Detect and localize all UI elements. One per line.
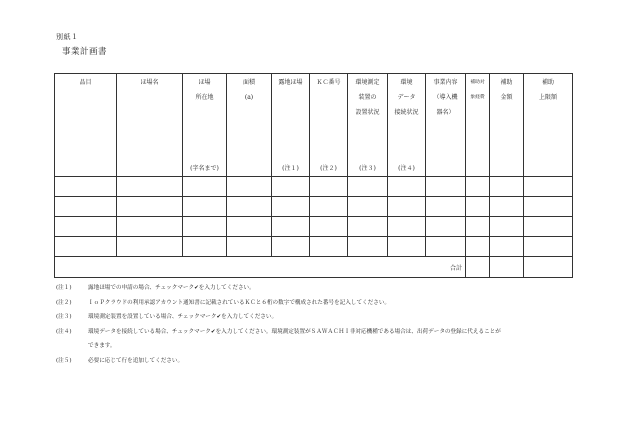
table-cell[interactable]	[388, 237, 426, 257]
table-cell[interactable]	[310, 177, 348, 197]
table-cell[interactable]	[490, 237, 524, 257]
table-cell[interactable]	[490, 177, 524, 197]
table-cell[interactable]	[348, 217, 388, 237]
business-plan-table	[54, 73, 573, 278]
total-subsidy-limit-cell[interactable]	[524, 257, 573, 278]
table-cell[interactable]	[55, 177, 117, 197]
table-cell[interactable]	[55, 237, 117, 257]
table-cell[interactable]	[227, 237, 272, 257]
table-header-row	[55, 74, 573, 177]
header-cell-field-location: ほ場 所在地 (字名まで)	[183, 74, 227, 177]
header-cell-kc-number: ＫＣ番号 (注２)	[310, 74, 348, 177]
note-1: (注１) 露地ほ場での申請の場合、チェックマーク✔を入力してください。	[56, 285, 255, 291]
table-row	[55, 237, 573, 257]
header-cell-area: 面積 (a)	[227, 74, 272, 177]
table-cell[interactable]	[524, 197, 573, 217]
total-label: 合計	[55, 257, 466, 278]
table-cell[interactable]	[466, 217, 490, 237]
header-cell-business-content: 事業内容 （導入機 器名）	[426, 74, 466, 177]
table-cell[interactable]	[272, 197, 310, 217]
table-cell[interactable]	[117, 217, 183, 237]
table-cell[interactable]	[55, 197, 117, 217]
header-cell-sensor-status: 環境測定 装置の 設置状況 (注３)	[348, 74, 388, 177]
table-cell[interactable]	[426, 177, 466, 197]
page-title: 事業計画書	[62, 47, 108, 57]
table-cell[interactable]	[117, 177, 183, 197]
table-cell[interactable]	[227, 197, 272, 217]
total-eligible-cost-cell[interactable]	[466, 257, 490, 278]
header-cell-eligible-cost: 補助対 象経費	[466, 74, 490, 177]
note-3: (注３) 環境測定装置を設置している場合、チェックマーク✔を入力してください。	[56, 314, 278, 320]
header-cell-open-field: 露地ほ場 (注１)	[272, 74, 310, 177]
notes-section	[56, 281, 501, 368]
table-cell[interactable]	[272, 237, 310, 257]
table-cell[interactable]	[524, 177, 573, 197]
table-cell[interactable]	[183, 197, 227, 217]
table-cell[interactable]	[310, 217, 348, 237]
table-cell[interactable]	[117, 237, 183, 257]
table-cell[interactable]	[426, 237, 466, 257]
header-cell-field-name: ほ場名	[117, 74, 183, 177]
note-4-continued: できます。	[88, 343, 116, 349]
note-4: (注４) 環境データを接続している場合、チェックマーク✔を入力してください。環境測定装置がＳＡＷＡＣＨＩ非対応機種である場合は、出荷データの登録に代えることが	[56, 328, 501, 335]
header-cell-subsidy-amount: 補助 金額	[490, 74, 524, 177]
table-cell[interactable]	[524, 237, 573, 257]
table-cell[interactable]	[348, 237, 388, 257]
table-cell[interactable]	[348, 177, 388, 197]
table-cell[interactable]	[388, 177, 426, 197]
note-2: (注２) ＩｏＰクラウドの利用承認アカウント通知書に記載されているＫＣと６桁の数字で構成された番号を記入してください。	[56, 299, 391, 306]
table-cell[interactable]	[183, 177, 227, 197]
attachment-label: 別紙１	[56, 33, 79, 41]
total-subsidy-amount-cell[interactable]	[490, 257, 524, 278]
table-cell[interactable]	[426, 197, 466, 217]
table-cell[interactable]	[183, 237, 227, 257]
table-cell[interactable]	[227, 177, 272, 197]
header-cell-data-connection: 環境 データ 接続状況 (注４)	[388, 74, 426, 177]
table-cell[interactable]	[388, 217, 426, 237]
table-cell[interactable]	[310, 197, 348, 217]
table-cell[interactable]	[388, 197, 426, 217]
header-cell-subsidy-limit: 補助 上限額	[524, 74, 573, 177]
table-row	[55, 217, 573, 237]
table-cell[interactable]	[490, 197, 524, 217]
table-cell[interactable]	[272, 217, 310, 237]
table-cell[interactable]	[524, 217, 573, 237]
table-cell[interactable]	[426, 217, 466, 237]
table-cell[interactable]	[55, 217, 117, 237]
table-cell[interactable]	[466, 197, 490, 217]
table-cell[interactable]	[117, 197, 183, 217]
table-cell[interactable]	[310, 237, 348, 257]
note-5: (注５) 必要に応じて行を追加してください。	[56, 357, 184, 364]
table-cell[interactable]	[227, 217, 272, 237]
table-cell[interactable]	[183, 217, 227, 237]
table-cell[interactable]	[466, 177, 490, 197]
table-cell[interactable]	[348, 197, 388, 217]
table-row	[55, 197, 573, 217]
table-cell[interactable]	[490, 217, 524, 237]
table-row	[55, 177, 573, 197]
table-total-row	[55, 257, 573, 278]
table-cell[interactable]	[272, 177, 310, 197]
header-cell-item: 品目	[55, 74, 117, 177]
table-cell[interactable]	[466, 237, 490, 257]
